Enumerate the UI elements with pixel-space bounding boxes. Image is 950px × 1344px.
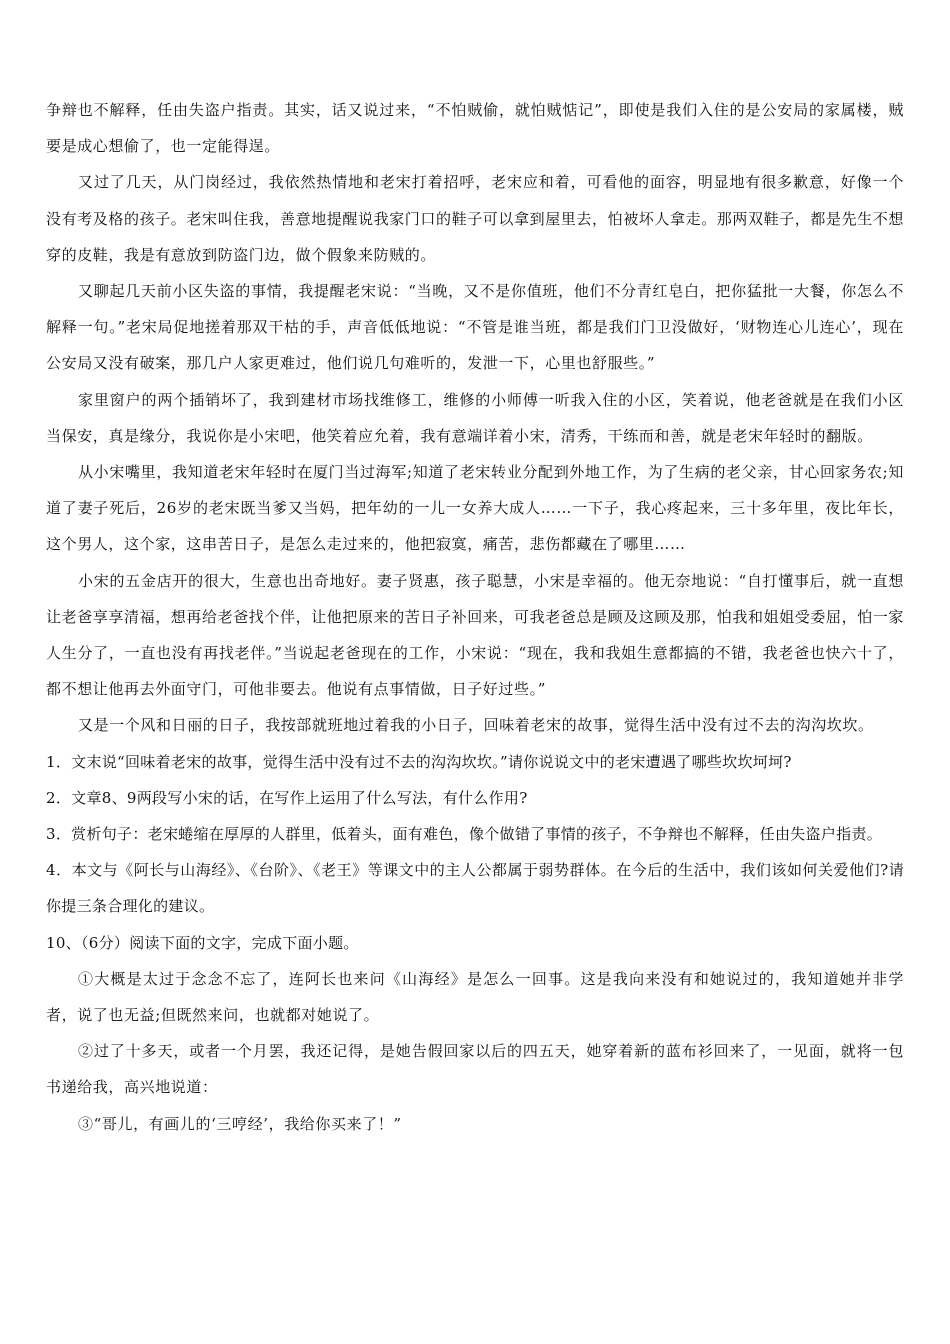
question-4: 4．本文与《阿长与山海经》、《台阶》、《老王》等课文中的主人公都属于弱势群体。在今后的生活中，我们该如何关爱他们?请你提三条合理化的建议。 [46,861,904,916]
paragraph: 小宋的五金店开的很大，生意也出奇地好。妻子贤惠，孩子聪慧，小宋是幸福的。他无奈地说：“自打懂事后，就一直想让老爸享享清福，想再给老爸找个伴，让他把原来的苦日子补回来，可我老爸总是顾及这顾及那，怕我和姐姐受委屈，怕一家人生分了，一直也没有再找老伴。”当说起老爸现在的工作，小宋说：“现在，我和我姐生意都搞的不错，我老爸也快六十了，都不想让他再去外面守门，可他非要去。他说有点事情做，日子好过些。” [46,571,905,699]
section-10-item-2: ②过了十多天，或者一个月罢，我还记得，是她告假回家以后的四五天，她穿着新的蓝布衫回来了，一见面，就将一包书递给我，高兴地说道： [46,1042,904,1097]
question-1: 1．文末说“回味着老宋的故事，觉得生活中没有过不去的沟沟坎坎。”请你说说文中的老宋遭遇了哪些坎坎坷坷? [46,752,792,771]
section-10-item-1: ①大概是太过于念念不忘了，连阿长也来问《山海经》是怎么一回事。这是我向来没有和她说过的，我知道她并非学者，说了也无益;但既然来问，也就都对她说了。 [46,969,904,1025]
paragraph: 从小宋嘴里，我知道老宋年轻时在厦门当过海军;知道了老宋转业分配到外地工作，为了生病的老父亲，甘心回家务农;知道了妻子死后，26岁的老宋既当爹又当妈，把年幼的一儿一女养大成人……一下子，我心疼起来，三十多年里，夜比年长，这个男人，这个家，这串苦日子，是怎么走过来的，他把寂寞，痛苦，悲伤都藏在了哪里…… [46,463,904,554]
paragraph: 又聊起几天前小区失盗的事情，我提醒老宋说：“当晚，又不是你值班，他们不分青红皂白，把你猛批一大餐，你怎么不解释一句。”老宋局促地搓着那双干枯的手，声音低低地说：“不管是谁当班，都是我们门卫没做好，‘财物连心儿连心’，现在公安局又没有破案，那几户人家更难过，他们说几句难听的，发泄一下，心里也舒服些。” [46,282,904,373]
paragraph: 家里窗户的两个插销坏了，我到建材市场找维修工，维修的小师傅一听我入住的小区，笑着说，他老爸就是在我们小区当保安，真是缘分，我说你是小宋吧，他笑着应允着，我有意端详着小宋，清秀，干练而和善，就是老宋年轻时的翻版。 [46,390,904,445]
question-2: 2．文章8、9两段写小宋的话，在写作上运用了什么写法，有什么作用? [46,788,528,807]
paragraph: 又过了几天，从门岗经过，我依然热情地和老宋打着招呼，老宋应和着，可看他的面容，明显地有很多歉意，好像一个没有考及格的孩子。老宋叫住我，善意地提醒说我家门口的鞋子可以拿到屋里去，怕被坏人拿走。那两双鞋子，都是先生不想穿的皮鞋，我是有意放到防盗门边，做个假象来防贼的。 [46,173,905,264]
section-10-heading: 10、（6分）阅读下面的文字，完成下面小题。 [46,933,359,952]
document-body [46,92,904,1142]
paragraph-continued: 争辩也不解释，任由失盗户指责。其实，话又说过来，“不怕贼偷，就怕贼惦记”，即使是我们入住的是公安局的家属楼，贼要是成心想偷了，也一定能得逞。 [46,101,904,156]
question-3: 3．赏析句子：老宋蜷缩在厚厚的人群里，低着头，面有难色，像个做错了事情的孩子，不争辩也不解释，任由失盗户指责。 [46,825,883,844]
paragraph: 又是一个风和日丽的日子，我按部就班地过着我的小日子，回味着老宋的故事，觉得生活中没有过不去的沟沟坎坎。 [78,716,874,735]
section-10-item-3: ③“哥儿，有画儿的‘三哼经’，我给你买来了！” [78,1114,402,1133]
